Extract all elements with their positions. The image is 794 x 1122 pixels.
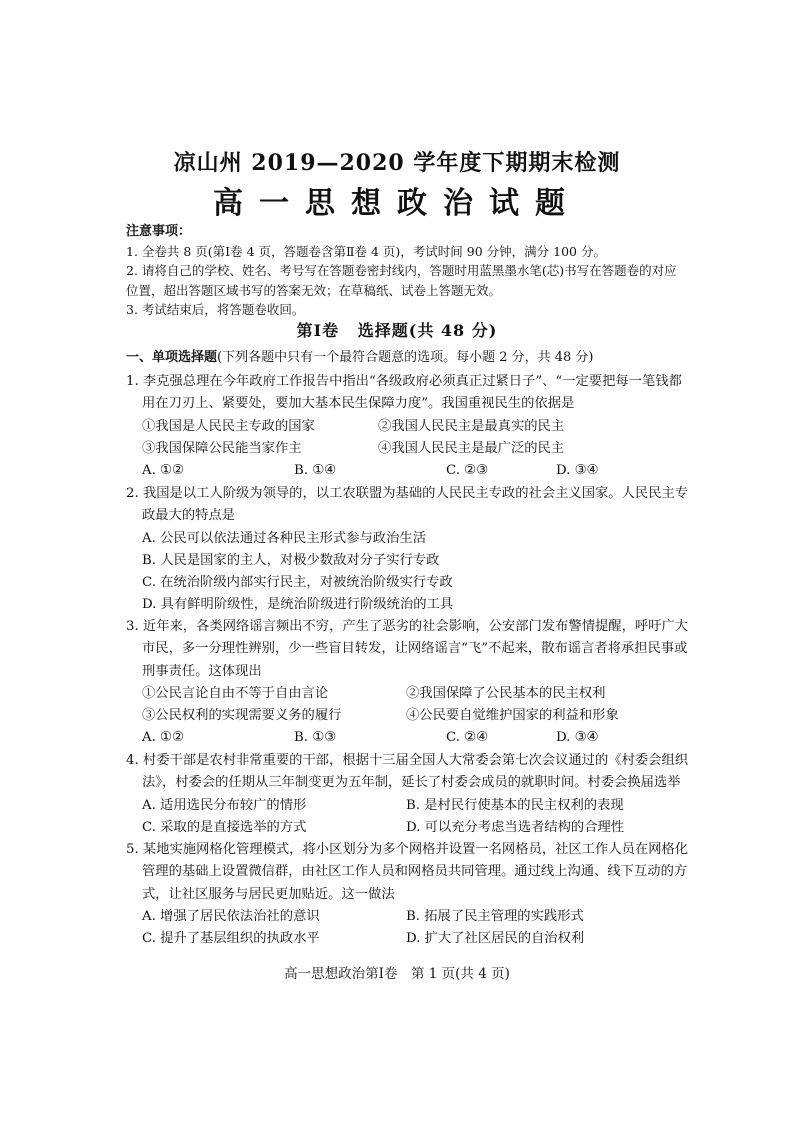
question-5 <box>126 839 690 950</box>
notice-item-1: 1. 全卷共 8 页(第Ⅰ卷 4 页，答题卷含第Ⅱ卷 4 页)，考试时间 90 分钟，满分 100 分。 <box>126 243 606 259</box>
option-d: D. 可以充分考虑当选者结构的合理性 <box>406 819 625 835</box>
option-b: B. ①④ <box>294 463 337 479</box>
option-c: C. ②③ <box>446 463 488 479</box>
question-4 <box>126 750 690 839</box>
question-stem: 3. 近年来，各类网络谣言频出不穷，产生了恶劣的社会影响，公安部门发布警情提醒，呼吁广大市民，多一分理性辨别，少一些盲目转发，让网络谣言“飞”不起来，散布谣言者将承担民事或刑事责任。这体现出 <box>126 619 689 679</box>
option-b: B. 是村民行使基本的民主权利的表现 <box>406 797 624 813</box>
statement-row <box>126 705 690 727</box>
option-c: C. ②④ <box>446 730 488 746</box>
section-heading <box>0 318 794 341</box>
subject-title: 高一思想政治试题 <box>213 186 581 221</box>
section-volume: 第Ⅰ卷 <box>296 321 340 340</box>
option-row <box>126 727 690 749</box>
option-c: C. 提升了基层组织的执政水平 <box>142 931 320 947</box>
question-stem: 1. 李克强总理在今年政府工作报告中指出“各级政府必须真正过紧日子”、“一定要把每一笔钱都用在刀刃上、紧要处，要加大基本民生保障力度”。我国重视民生的依据是 <box>126 374 682 412</box>
notice-block <box>126 222 686 320</box>
option-d: D. 扩大了社区居民的自治权利 <box>406 931 585 947</box>
notice-heading: 注意事项： <box>126 224 192 239</box>
statement: ④我国人民民主是最广泛的民主 <box>378 440 565 456</box>
option-row <box>126 928 690 950</box>
option-d: D. 具有鲜明阶级性，是统治阶级进行阶级统治的工具 <box>142 597 454 613</box>
option-a: A. 增强了居民依法治社的意识 <box>142 908 320 924</box>
option-c: C. 采取的是直接选举的方式 <box>142 819 307 835</box>
option-a: A. 适用选民分布较广的情形 <box>142 797 307 813</box>
question-stem: 4. 村委干部是农村非常重要的干部，根据十三届全国人大常委会第七次会议通过的《村委会组织法》，村委会的任期从三年制变更为五年制，延长了村委会成员的就职时间。村委会换届选举 <box>126 753 689 791</box>
question-2 <box>126 483 690 617</box>
question-1 <box>126 371 690 482</box>
question-stem: 2. 我国是以工人阶级为领导的，以工农联盟为基础的人民民主专政的社会主义国家。人民民主专政最大的特点是 <box>126 486 689 524</box>
option-row <box>126 795 690 817</box>
statement-row <box>126 416 690 438</box>
option-b: B. 拓展了民主管理的实践形式 <box>406 908 584 924</box>
page-footer: 高一思想政治第Ⅰ卷 第 1 页(共 4 页) <box>284 966 510 982</box>
statement: ①我国是人民民主专政的国家 <box>142 418 315 434</box>
option-c: C. 在统治阶级内部实行民主，对被统治阶级实行专政 <box>142 575 453 591</box>
option-b: B. 人民是国家的主人，对极少数敌对分子实行专政 <box>142 552 440 568</box>
part-description: (下列各题中只有一个最符合题意的选项。每小题 2 分，共 48 分) <box>217 350 594 365</box>
option-b: B. ①③ <box>294 730 337 746</box>
part-label: 一、单项选择题 <box>126 350 218 365</box>
part-heading <box>126 348 594 368</box>
statement: ④公民要自觉维护国家的利益和形象 <box>406 708 619 724</box>
option-a: A. ①② <box>142 730 184 746</box>
statement: ③公民权利的实现需要义务的履行 <box>142 708 342 724</box>
exam-header-title: 凉山州 2019—2020 学年度下期期末检测 <box>173 150 621 176</box>
question-stem: 5. 某地实施网格化管理模式，将小区划分为多个网格并设置一名网格员，社区工作人员在网格化管理的基础上设置微信群，由社区工作人员和网格员共同管理。通过线上沟通、线下互动的方式，让社区服务与居民更加贴近。这一做法 <box>126 842 689 902</box>
statement: ①公民言论自由不等于自由言论 <box>142 685 329 701</box>
option-a: A. 公民可以依法通过各种民主形式参与政治生活 <box>142 530 426 546</box>
question-3 <box>126 616 690 750</box>
option-row <box>126 460 690 482</box>
option-a: A. ①② <box>142 463 184 479</box>
notice-item-3: 3. 考试结束后，将答题卷收回。 <box>126 302 305 317</box>
statement: ②我国人民民主是最真实的民主 <box>378 418 565 434</box>
option-d: D. ③④ <box>556 730 599 746</box>
option-row <box>126 817 690 839</box>
statement-row <box>126 438 690 460</box>
section-type: 选择题(共 48 分) <box>357 321 498 340</box>
option-d: D. ③④ <box>556 463 599 479</box>
statement: ②我国保障了公民基本的民主权利 <box>406 685 606 701</box>
statement: ③我国保障公民能当家作主 <box>142 440 302 456</box>
notice-item-2: 2. 请将自己的学校、姓名、考号写在答题卷密封线内，答题时用蓝黑墨水笔(芯)书写在答题卷的对应位置，超出答题区域书写的答案无效；在草稿纸、试卷上答题无效。 <box>126 263 677 298</box>
statement-row <box>126 683 690 705</box>
option-row <box>126 906 690 928</box>
